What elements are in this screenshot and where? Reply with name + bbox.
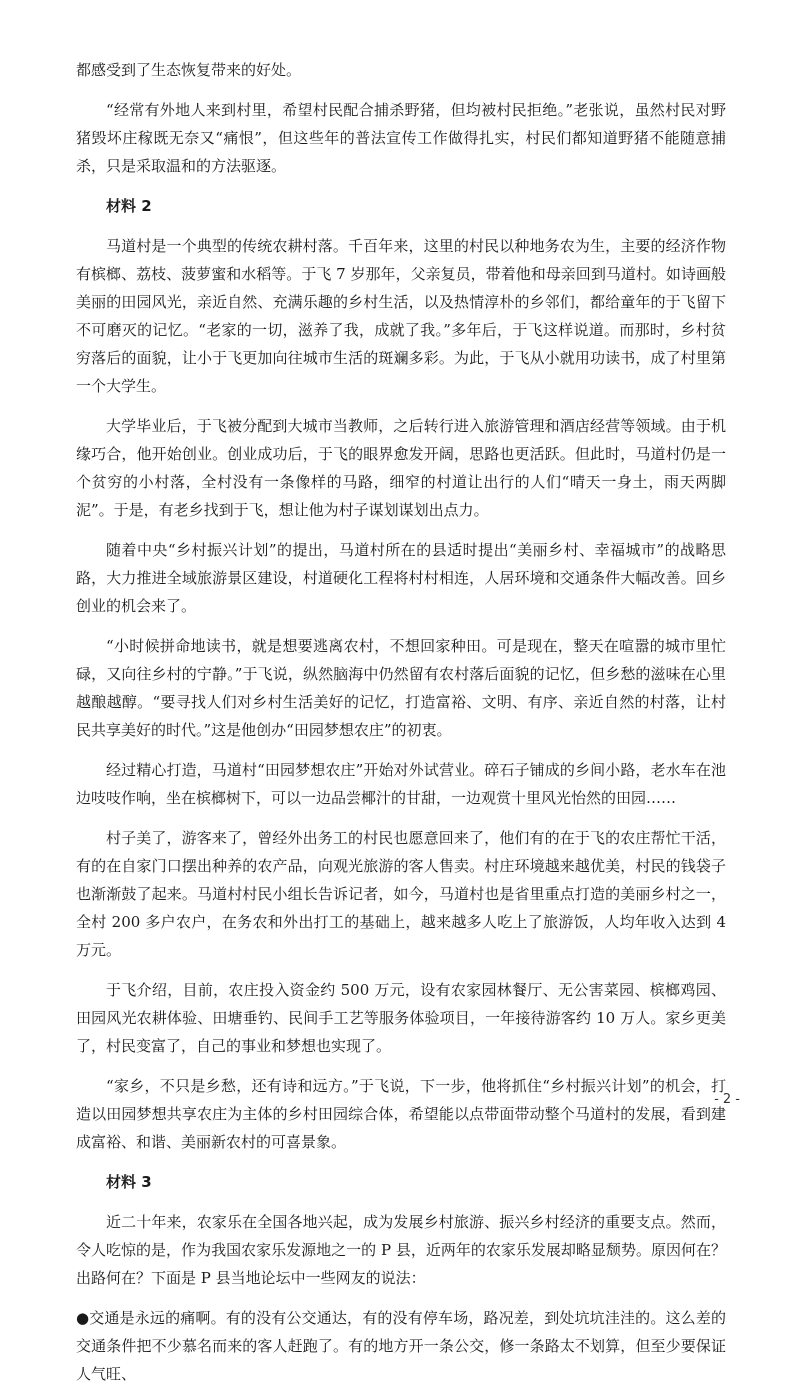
paragraph: “家乡，不只是乡愁，还有诗和远方。”于飞说，下一步，他将抓住“乡村振兴计划”的机会，打造以田园梦想共享农庄为主体的乡村田园综合体，希望能以点带面带动整个马道村的发展，看到建成富裕、和谐、美丽新农村的可喜景象。 [76,1077,726,1151]
paragraph: 于飞介绍，目前，农庄投入资金约 500 万元，设有农家园林餐厅、无公害菜园、槟榔鸡园、田园风光农耕体验、田塘垂钓、民间手工艺等服务体验项目，一年接待游客约 10 万人。家乡更美了，村民变富了，自己的事业和梦想也实现了。 [76,981,726,1055]
section-heading: 材料 2 [106,197,152,215]
paragraph: 经过精心打造，马道村“田园梦想农庄”开始对外试营业。碎石子铺成的乡间小路，老水车在池边吱吱作响，坐在槟榔树下，可以一边品尝椰汁的甘甜，一边观赏十里风光怡然的田园…… [76,761,726,807]
section-heading: 材料 3 [106,1173,152,1191]
paragraph: 随着中央“乡村振兴计划”的提出，马道村所在的县适时提出“美丽乡村、幸福城市”的战略思路，大力推进全域旅游景区建设，村道硬化工程将村村相连，人居环境和交通条件大幅改善。回乡创业的机会来了。 [76,541,726,615]
paragraph: 马道村是一个典型的传统农耕村落。千百年来，这里的村民以种地务农为生，主要的经济作物有槟榔、荔枝、菠萝蜜和水稻等。于飞 7 岁那年，父亲复员，带着他和母亲回到马道村。如诗画般美丽的田园风光，亲近自然、充满乐趣的乡村生活，以及热情淳朴的乡邻们，都给童年的于飞留下不可磨灭的记忆。“老家的一切，滋养了我，成就了我。”多年后，于飞这样说道。而那时，乡村贫穷落后的面貌，让小于飞更加向往城市生活的斑斓多彩。为此，于飞从小就用功读书，成了村里第一个大学生。 [76,237,726,395]
paragraph: 都感受到了生态恢复带来的好处。 [76,61,302,79]
page-number: - 2 - [714,1092,740,1107]
bullet-paragraph: ●交通是永远的痛啊。有的没有公交通达，有的没有停车场，路况差，到处坑坑洼洼的。这么差的交通条件把不少慕名而来的客人赶跑了。有的地方开一条公交，修一条路太不划算，但至少要保证人气旺、 [76,1309,726,1383]
paragraph: “小时候拼命地读书，就是想要逃离农村，不想回家种田。可是现在，整天在喧嚣的城市里忙碌，又向往乡村的宁静。”于飞说，纵然脑海中仍然留有农村落后面貌的记忆，但乡愁的滋味在心里越酿越醇。“要寻找人们对乡村生活美好的记忆，打造富裕、文明、有序、亲近自然的村落，让村民共享美好的时代。”这是他创办“田园梦想农庄”的初衷。 [76,637,726,739]
paragraph: 大学毕业后，于飞被分配到大城市当教师，之后转行进入旅游管理和酒店经营等领域。由于机缘巧合，他开始创业。创业成功后，于飞的眼界愈发开阔，思路也更活跃。但此时，马道村仍是一个贫穷的小村落，全村没有一条像样的马路，细窄的村道让出行的人们“晴天一身土，雨天两脚泥”。于是，有老乡找到于飞，想让他为村子谋划谋划出点力。 [76,417,726,519]
document-body [76,56,726,1400]
paragraph: 村子美了，游客来了，曾经外出务工的村民也愿意回来了，他们有的在于飞的农庄帮忙干活，有的在自家门口摆出种养的农产品，向观光旅游的客人售卖。村庄环境越来越优美，村民的钱袋子也渐渐鼓了起来。马道村村民小组长告诉记者，如今，马道村也是省里重点打造的美丽乡村之一，全村 200 多户农户，在务农和外出打工的基础上，越来越多人吃上了旅游饭，人均年收入达到 4 万元。 [76,829,726,959]
paragraph: 近二十年来，农家乐在全国各地兴起，成为发展乡村旅游、振兴乡村经济的重要支点。然而，令人吃惊的是，作为我国农家乐发源地之一的 P 县，近两年的农家乐发展却略显颓势。原因何在？出路何在？下面是 P 县当地论坛中一些网友的说法： [76,1213,726,1287]
paragraph: “经常有外地人来到村里，希望村民配合捕杀野猪，但均被村民拒绝。”老张说，虽然村民对野猪毁坏庄稼既无奈又“痛恨”，但这些年的普法宣传工作做得扎实，村民们都知道野猪不能随意捕杀，只是采取温和的方法驱逐。 [76,101,726,175]
